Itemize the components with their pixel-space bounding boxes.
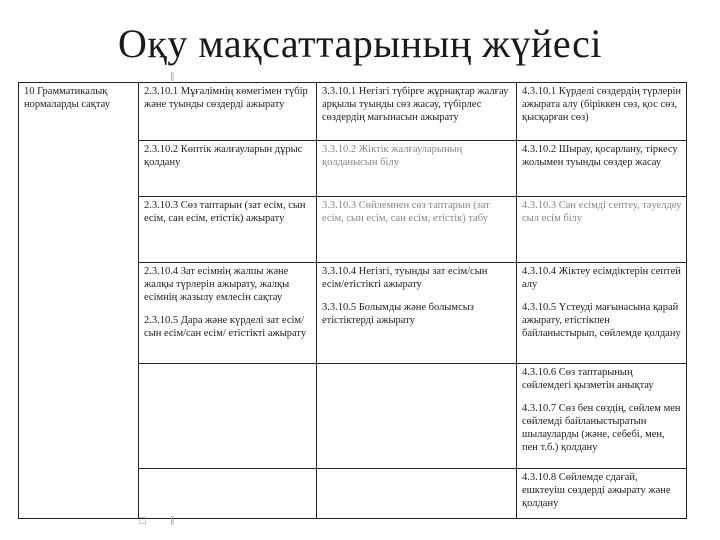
objective-text: 3.3.10.4 Негізгі, туынды зат есім/сын есім/етістікті ажырату [322,266,488,290]
grade4-objective-cell: 4.3.10.8 Сөйлемде сдағай, ешктеуіш сөздерді ажырату және қолдану [517,469,687,519]
resize-handle-bottom[interactable]: ∥ [170,516,175,526]
grade3-objective-cell: 3.3.10.1 Негізгі түбірге жұрнақтар жалғау арқылы туынды сөз жасау, түбірлес сөздердің мағынасын ажырату [317,83,517,141]
objectives-table-frame [18,82,700,520]
grade2-objective-cell [139,469,317,519]
grade3-objective-cell: 3.3.10.3 Сөйлемнен сөз таптарын (зат есім, сын есім, сан есім, етістік) табу [317,197,517,263]
grade3-objective-cell [317,469,517,519]
objective-text: 4.3.10.7 Сөз бен сөздің, сөйлем мен сөйлемді байланыстыратын шылауларды (және, себебі, мен, пен т.б.) қолдану [522,403,681,453]
grade3-objective-cell [317,364,517,469]
grade2-objective-cell [139,263,317,364]
grade4-objective-cell [517,263,687,364]
grade3-objective-cell [317,263,517,364]
page-title: Оқу мақсаттарының жүйесі [118,21,602,66]
objective-text: 4.3.10.5 Үстеуді мағынасына қарай ажырату, етістікпен байланыстырып, сөйлемде қолдану [522,302,681,339]
resize-handle-bottom-left[interactable]: □ [138,516,147,526]
objective-text: 2.3.10.4 Зат есімнің жалпы және жалқы түрлерін ажырату, жалқы есімнің жазылу емлесін сақтау [144,266,290,303]
objective-text: 4.3.10.6 Сөз таптарының сөйлемдегі қызметін анықтау [522,367,654,391]
grade2-objective-cell: 2.3.10.3 Сөз таптарын (зат есім, сын есім, сан есім, етістік) ажырату [139,197,317,263]
resize-handle-top[interactable]: ∥ [170,72,175,82]
category-cell: 10 Грамматикалық нормаларды сақтау [19,83,139,519]
objective-text: 3.3.10.5 Болымды және болымсыз етістіктерді ажырату [322,302,474,326]
grade2-objective-cell [139,364,317,469]
grade2-objective-cell: 2.3.10.1 Мұғалімнің көмегімен түбір және туынды сөздерді ажырату [139,83,317,141]
table-row [19,83,687,141]
objectives-table [18,82,687,519]
objective-text: 4.3.10.4 Жіктеу есімдіктерін септей алу [522,266,681,290]
grade4-objective-cell: 4.3.10.3 Сан есімді септеу, тәуелдеу сыл есім білу [517,197,687,263]
grade2-objective-cell: 2.3.10.2 Көптік жалғауларын дұрыс қолдану [139,141,317,197]
grade4-objective-cell: 4.3.10.1 Күрделі сөздердің түрлерін ажырата алу (біріккен сөз, қос сөз, қысқарған сөз) [517,83,687,141]
objective-text: 2.3.10.5 Дара және күрделі зат есім/сын есім/сан есім/ етістікті ажырату [144,315,307,339]
grade4-objective-cell: 4.3.10.2 Шырау, қосарлану, тіркесу жолымен туынды сөздер жасау [517,141,687,197]
grade4-objective-cell [517,364,687,469]
grade3-objective-cell: 3.3.10.2 Жіктік жалғауларының қолданысын білу [317,141,517,197]
